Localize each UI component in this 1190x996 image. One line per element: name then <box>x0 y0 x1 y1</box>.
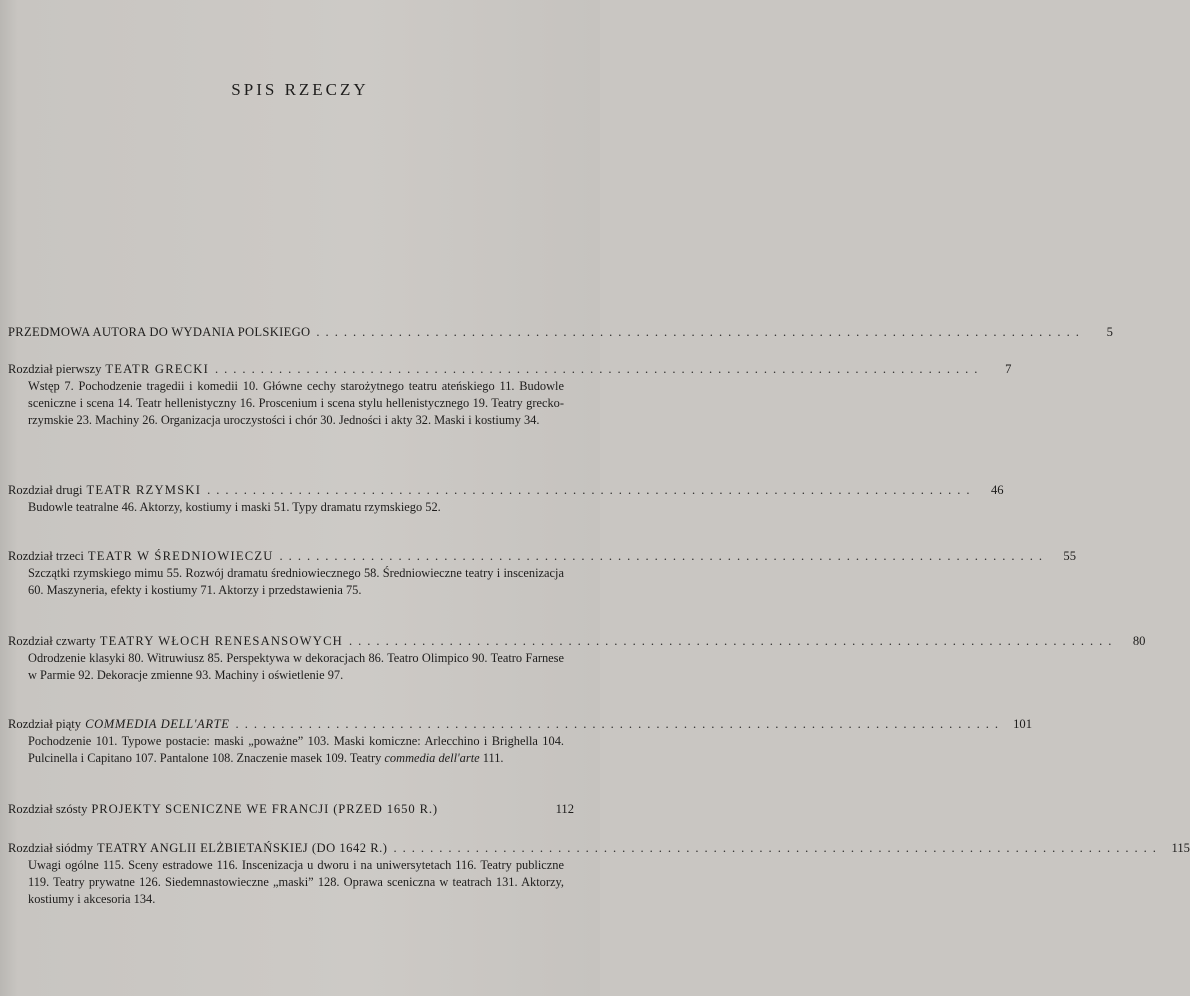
dot-leader: .................................................................................... <box>207 483 976 497</box>
dot-leader: .................................................................................... <box>393 841 1162 855</box>
toc-entry-chapter-1 <box>8 361 1012 430</box>
toc-entry-chapter-4 <box>8 633 1146 684</box>
entry-label: PRZEDMOWA AUTORA DO WYDANIA POLSKIEGO <box>8 325 311 339</box>
page-number: 5 <box>1106 325 1113 339</box>
entry-label: Rozdział siódmy <box>8 841 93 855</box>
toc-entry-chapter-6 <box>8 801 574 818</box>
page-number: 101 <box>1013 717 1033 731</box>
page-number: 112 <box>555 802 574 816</box>
subsections-text-end: 111. <box>479 751 504 766</box>
subsections-italic-text: commedia dell'arte <box>384 751 480 766</box>
subsections-text: Pochodzenie 101. Typowe postacie: maski „poważne” 103. Maski komiczne: Arlecchino i Brighella 104. Pulcinella i Capitano 107. Pantalone 108. Znaczenie masek 109. Teatry <box>28 734 564 766</box>
entry-title: COMMEDIA DELL'ARTE <box>85 717 230 731</box>
toc-entry-chapter-5 <box>8 716 1033 767</box>
entry-heading <box>8 633 1146 650</box>
dot-leader: .................................................................................... <box>348 634 1118 648</box>
entry-heading <box>8 840 1190 857</box>
entry-label: Rozdział szósty <box>8 802 88 816</box>
entry-subsections <box>8 733 574 767</box>
page-number: 46 <box>990 483 1004 497</box>
dot-leader: .................................................................................... <box>316 325 1085 339</box>
entry-heading <box>8 548 1076 565</box>
entry-label: Rozdział piąty <box>8 717 82 731</box>
entry-title: TEATR RZYMSKI <box>86 483 202 497</box>
entry-heading <box>8 801 574 818</box>
entry-title: TEATR W ŚREDNIOWIECZU <box>87 549 274 563</box>
entry-heading <box>8 361 1012 378</box>
entry-heading <box>8 716 1033 733</box>
page-number: 115 <box>1171 841 1190 855</box>
entry-heading <box>8 324 1113 341</box>
toc-entry-preface <box>8 324 1113 341</box>
toc-entry-chapter-2 <box>8 482 1004 516</box>
dot-leader: .................................................................................... <box>235 717 1005 731</box>
toc-entry-chapter-3 <box>8 548 1076 599</box>
page-number: 55 <box>1063 549 1076 563</box>
entry-subsections: Szczątki rzymskiego mimu 55. Rozwój dramatu średniowiecznego 58. Średniowieczne teatry i inscenizacja 60. Maszyneria, efekty i kostiumy 71. Aktorzy i przedstawienia 75. <box>28 566 564 598</box>
entry-label: Rozdział trzeci <box>8 549 84 563</box>
entry-subsections: Budowle teatralne 46. Aktorzy, kostiumy i maski 51. Typy dramatu rzymskiego 52. <box>28 500 441 514</box>
page-number: 80 <box>1132 634 1146 648</box>
toc-entry-chapter-7 <box>8 840 1190 909</box>
entry-label: Rozdział czwarty <box>8 634 96 648</box>
dot-leader: .................................................................................... <box>279 549 1048 563</box>
entry-label: Rozdział drugi <box>8 483 83 497</box>
entry-title: TEATRY WŁOCH RENESANSOWYCH <box>99 634 343 648</box>
entry-subsections: Uwagi ogólne 115. Sceny estradowe 116. Inscenizacja u dworu i na uniwersytetach 116. Teatry publiczne 119. Teatry prywatne 126. Siedemnastowieczne „maski” 128. Oprawa sceniczna w teatrach 131. Aktorzy, kostiumy i akcesoria 134. <box>28 858 564 907</box>
entry-heading <box>8 482 1004 499</box>
dot-leader: .................................................................................... <box>214 362 984 376</box>
entry-subsections: Wstęp 7. Pochodzenie tragedii i komedii 10. Główne cechy starożytnego teatru ateńskiego 11. Budowle sceniczne i scena 14. Teatr hellenistyczny 16. Proscenium i scena stylu hellenistycznego 19. Teatry grecko-rzymskie 23. Machiny 26. Organizacja uroczystości i chór 30. Jedności i akty 32. Maski i kostiumy 34. <box>28 379 564 428</box>
page-number: 7 <box>1005 362 1012 376</box>
entry-title: TEATRY ANGLII ELŻBIETAŃSKIEJ (DO 1642 R.) <box>97 841 388 855</box>
entry-subsections: Odrodzenie klasyki 80. Witruwiusz 85. Perspektywa w dekoracjach 86. Teatro Olimpico 90. Teatro Farnese w Parmie 92. Dekoracje zmienne 93. Machiny i oświetlenie 97. <box>28 651 564 683</box>
entry-title: PROJEKTY SCENICZNE WE FRANCJI (PRZED 1650 R.) <box>91 802 439 816</box>
entry-title: TEATR GRECKI <box>105 362 209 376</box>
entry-label: Rozdział pierwszy <box>8 362 102 376</box>
page-title: SPIS RZECZY <box>231 80 369 99</box>
